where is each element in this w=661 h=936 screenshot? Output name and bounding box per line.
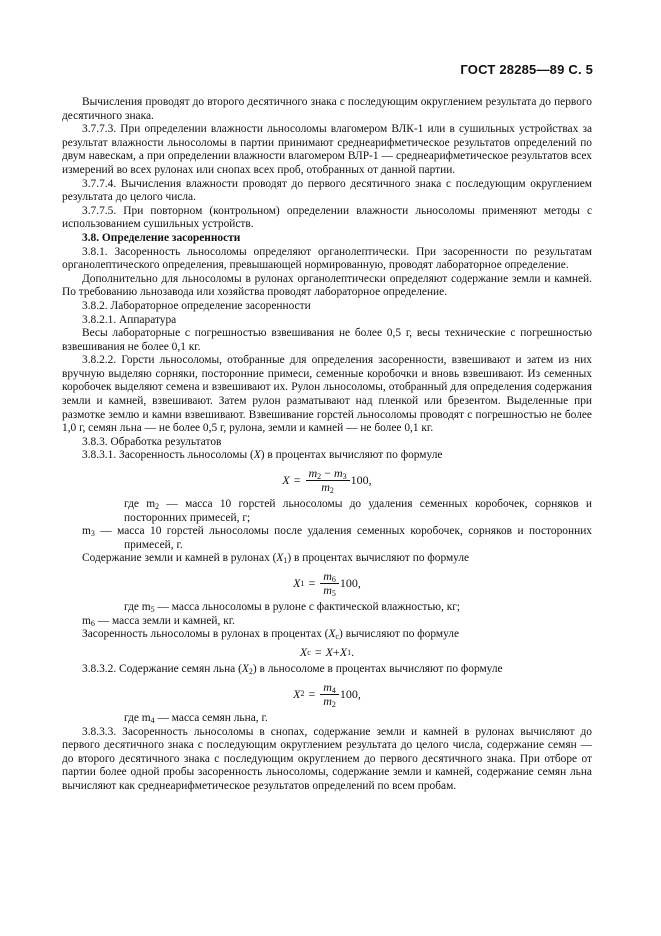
where-clause: где $m_5$ — масса льносоломы в рулоне с фактической влажностью, кг; — [124, 601, 461, 614]
where-clause: $m_3$ — масса 10 горстей льносоломы после удаления семенных коробочек, сорняков и посторонних примесей, г. — [82, 525, 592, 551]
section-heading: 3.8. Определение засоренности — [82, 231, 241, 244]
paragraph: Весы лабораторные с погрешностью взвешивания не более 0,5 г, весы технические с погрешностью взвешивания не более 0,1 кг. — [62, 327, 592, 353]
paragraph: 3.8.3.3. Засоренность льносоломы в снопах, содержание земли и камней в рулонах вычисляют до первого десятичного знака с последующим округлением результата до целого числа, содержание семян — до второго десятичного знака с последующим округлением до первого десятичного знака. При отборе от партии более одной пробы засоренность льносоломы, содержание земли и камней, содержание семян льна вычисляют как среднеарифметическое результатов определений по всем пробам. — [62, 725, 592, 792]
paragraph: 3.8.3.1. Засоренность льносоломы (X) в процентах вычисляют по формуле — [82, 449, 443, 462]
paragraph: 3.7.7.3. При определении влажности льносоломы влагомером ВЛК-1 или в сушильных устройствах за результат влажности льносоломы в партии принимают среднеарифметическое результатов определений по двум навескам, а при определении влажности влагомером ВЛР-1 — среднеарифметическое результатов всех измерений во всех рулонах или снопах всех проб, отобранных от данной партии. — [62, 123, 592, 176]
where-clause: $m_6$ — масса земли и камней, кг. — [82, 614, 235, 628]
page-header: ГОСТ 28285—89 С. 5 — [460, 62, 593, 77]
formula-x: X = $\frac{m_2 - m_3}{m_2}$ 100, — [282, 466, 372, 496]
paragraph: 3.8.3. Обработка результатов — [82, 435, 222, 448]
where-clause: где $m_4$ — масса семян льна, г. — [124, 711, 268, 725]
paragraph: 3.7.7.4. Вычисления влажности проводят до первого десятичного знака с последующим округлением результата до целого числа. — [62, 177, 592, 204]
paragraph: 3.8.2.2. Горсти льносоломы, отобранные для определения засоренности, взвешивают и затем из них вручную выделяю сорняки, посторонние примеси, семенные коробочки и вновь взвешивают. Из семенных коробочек выделяют семена и взвешивают их. Рулон льносоломы, отобранный для определения содержания земли и камней, взвешивают. Затем рулон разматывают над пленкой или брезентом. Выделенные при размотке землю и камни взвешивают. Взвешивание горстей льносоломы проводят с погрешностью не более 1,0 г, семян льна — не более 0,5 г, рулона, земли и камней — не более 0,1 кг. — [62, 354, 592, 435]
paragraph: Содержание земли и камней в рулонах $(X_1)$ в процентах вычисляют по формуле — [82, 552, 470, 566]
paragraph: 3.8.1. Засоренность льносоломы определяют органолептически. При засоренности по результатам органолептического определения, превышающей нормированную, проводят лабораторное определение. — [62, 245, 592, 272]
paragraph: 3.8.2.1. Аппаратура — [82, 313, 177, 326]
formula-xc: X c = X + X 1 . — [299, 644, 355, 659]
paragraph: Вычисления проводят до второго десятичного знака с последующим округлением результата до первого десятичного знака. — [62, 96, 592, 122]
document-body — [62, 96, 592, 794]
paragraph: 3.7.7.5. При повторном (контрольном) определении влажности льносоломы применяют методы с использованием сушильных устройств. — [62, 204, 592, 231]
formula-x2: X 2 = $\frac{m_4}{m_2}$ 100, — [293, 679, 361, 709]
paragraph: Засоренность льносоломы в рулонах в процентах $(X_c)$ вычисляют по формуле — [82, 628, 460, 642]
paragraph: 3.8.2. Лабораторное определение засоренности — [82, 299, 311, 312]
paragraph: 3.8.3.2. Содержание семян льна $(X_2)$ в льносоломе в процентах вычисляют по формуле — [82, 663, 503, 677]
formula-x1: X 1 = $\frac{m_6}{m_5}$ 100, — [293, 569, 361, 598]
where-clause: где $m_2$ — масса 10 горстей льносоломы до удаления семенных коробочек, сорняков и посторонних примесей, г; — [124, 498, 593, 524]
paragraph: Дополнительно для льносоломы в рулонах органолептически определяют содержание земли и камней. По требованию льнозавода или хозяйства проводят лабораторное определение. — [62, 272, 592, 299]
